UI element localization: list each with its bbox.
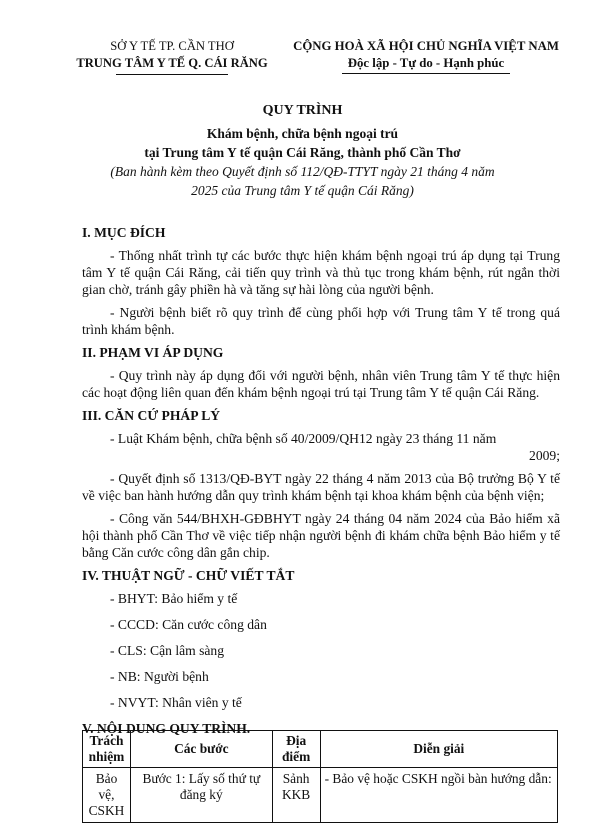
issuer-underline: [116, 74, 228, 75]
national-heading: [276, 38, 576, 74]
issuance-note-b: 2025 của Trung tâm Y tế quận Cái Răng): [191, 183, 414, 198]
header-text: Trách: [89, 733, 124, 748]
section-heading-procedure: V. NỘI DUNG QUY TRÌNH.: [82, 721, 251, 736]
title-line-2: tại Trung tâm Y tế quận Cái Răng, thành phố Cần Thơ: [144, 145, 461, 160]
section-heading-terms: IV. THUẬT NGỮ - CHỮ VIẾT TẮT: [82, 568, 295, 583]
org-name: TRUNG TÂM Y TẾ Q. CÁI RĂNG: [76, 56, 268, 70]
cell-responsible: Bảo vệ, CSKH: [83, 768, 131, 823]
table-header-row: [83, 731, 558, 768]
paragraph: - Quyết định số 1313/QĐ-BYT ngày 22 tháng 4 năm 2013 của Bộ trưởng Bộ Y tế về việc ban hành hướng dẫn quy trình khám bệnh tại khoa khám bệnh của bệnh viện;: [82, 471, 560, 503]
section-heading-purpose: I. MỤC ĐÍCH: [82, 225, 166, 240]
org-parent: SỞ Y TẾ TP. CẦN THƠ: [110, 39, 234, 53]
section-heading-legal-basis: III. CĂN CỨ PHÁP LÝ: [82, 408, 221, 423]
document-title: [80, 101, 525, 200]
cell-step: Bước 1: Lấy số thứ tự đăng ký: [130, 768, 272, 823]
cell-location: Sảnh KKB: [272, 768, 320, 823]
paragraph-line-end: 2009;: [529, 448, 560, 463]
title-main: QUY TRÌNH: [262, 103, 343, 118]
issuer-block: [62, 38, 282, 75]
paragraph: - Quy trình này áp dụng đối với người bệnh, nhân viên Trung tâm Y tế thực hiện các hoạt động liên quan đến khám bệnh ngoại trú tại Trung tâm Y tế quận Cái Răng.: [82, 368, 560, 400]
nation-name: CỘNG HOÀ XÃ HỘI CHỦ NGHĨA VIỆT NAM: [293, 39, 559, 53]
header-steps: Các bước: [130, 731, 272, 768]
title-line-1: Khám bệnh, chữa bệnh ngoại trú: [206, 126, 399, 141]
paragraph: - Thống nhất trình tự các bước thực hiện khám bệnh ngoại trú áp dụng tại Trung tâm Y tế quận Cái Răng, cải tiến quy trình và thủ tục trong khám bệnh, rút ngắn thời gian chờ, tránh gây phiền hà và tăng sự hài lòng của người bệnh.: [82, 248, 560, 297]
paragraph: [82, 430, 560, 464]
table-row: [83, 768, 558, 823]
national-motto: Độc lập - Tự do - Hạnh phúc: [347, 56, 505, 70]
header-explanation: Diễn giải: [320, 731, 557, 768]
header-text: nhiệm: [88, 749, 125, 764]
term-item: - CLS: Cận lâm sàng: [110, 643, 225, 658]
header-text: điểm: [281, 749, 311, 764]
header-location: [272, 731, 320, 768]
cell-explanation: - Bảo vệ hoặc CSKH ngồi bàn hướng dẫn:: [320, 768, 557, 823]
section-heading-scope: II. PHẠM VI ÁP DỤNG: [82, 345, 224, 360]
issuance-note-a: (Ban hành kèm theo Quyết định số 112/QĐ-TTYT ngày 21 tháng 4 năm: [110, 164, 495, 179]
header-responsible: [83, 731, 131, 768]
procedure-table: [82, 730, 558, 823]
paragraph-line: - Luật Khám bệnh, chữa bệnh số 40/2009/QH12 ngày 23 tháng 11 năm: [110, 431, 497, 446]
term-item: - NVYT: Nhân viên y tế: [110, 695, 242, 710]
motto-underline: [342, 73, 510, 74]
paragraph: - Người bệnh biết rõ quy trình để cùng phối hợp với Trung tâm Y tế trong quá trình khám bệnh.: [82, 305, 560, 337]
term-item: - BHYT: Bảo hiểm y tế: [110, 591, 238, 606]
paragraph: - Công văn 544/BHXH-GĐBHYT ngày 24 tháng 04 năm 2024 của Bảo hiểm xã hội thành phố Cần Thơ về việc tiếp nhận người bệnh đi khám chữa bệnh Bảo hiểm y tế bằng Căn cước công dân gắn chip.: [82, 511, 560, 560]
term-item: - NB: Người bệnh: [110, 669, 209, 684]
term-item: - CCCD: Căn cước công dân: [110, 617, 267, 632]
document-body: [82, 224, 560, 743]
header-text: Địa: [286, 733, 307, 748]
